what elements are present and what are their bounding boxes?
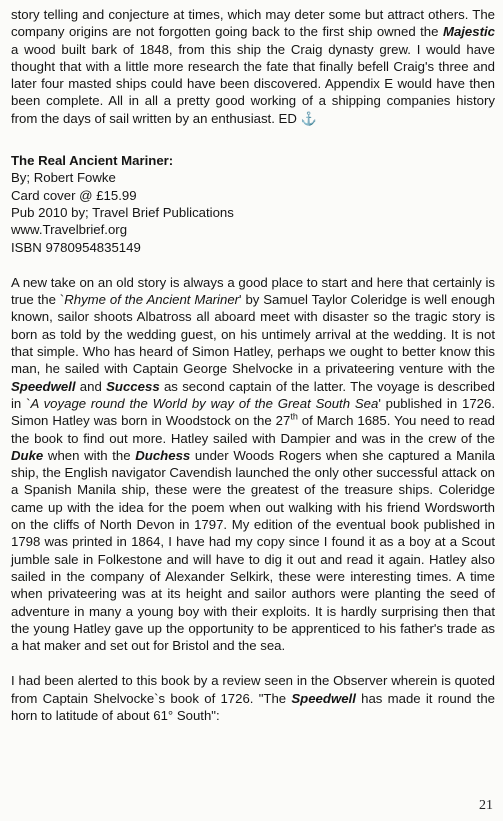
ship-name: Duchess xyxy=(135,447,191,463)
page-number: 21 xyxy=(479,797,493,813)
text-run: when with the xyxy=(43,447,136,463)
book-website: www.Travelbrief.org xyxy=(11,222,128,238)
review-paragraph xyxy=(11,672,495,724)
text-run: I had been alerted to this book by a review seen in the Observer wherein is quoted from Captain Shelvocke`s book of 1726. "The xyxy=(11,673,495,706)
book-isbn: ISBN 9780954835149 xyxy=(11,239,141,255)
book-author: By; Robert Fowke xyxy=(11,170,116,186)
book-title: The Real Ancient Mariner: xyxy=(11,153,174,169)
previous-review-ending xyxy=(11,6,495,127)
book-cover-price: Card cover @ £15.99 xyxy=(11,187,137,203)
text-run: under Woods Rogers when she captured a Manila ship, the English navigator Cavendish launched the only other successful attack on a Spanish Manila ship, these were the greatest of the treasure ships. Coleridge came up with the idea for the poem when out walking with his friend Wordsworth on the cliffs of North Devon in 1797. My edition of the eventual book published in 1798 was printed in 1864, I have had my copy since I found it as a boy at a Scout jumble sale in Folkestone and will have to dig it out and read it again. Hatley also sailed in the company of Alexander Selkirk, these were interesting times. A time when privateering was at its height and sailor authors were planting the seed of adventure in many a young boy with their exploits. It is hardly surprising then that the young Hatley gave up the opportunity to be apprenticed to his father's trade as a hat maker and set out for Bristol and the sea. xyxy=(11,447,495,654)
book-reference: A voyage round the World by way of the Great South Sea xyxy=(30,395,379,411)
text-run: a wood built bark of 1848, from this ship the Craig dynasty grew. I would have thought that with a little more research the fate that finally befell Craig's three and later four masted ships could have been discovered. Appendix E would have then been complete. All in all a pretty good working of a shipping companies history from the days of sail written by an enthusiast. ED xyxy=(11,41,495,126)
text-run: has made it round the horn to latitude of about 61° South": xyxy=(11,690,495,723)
ship-name: Success xyxy=(106,378,160,394)
text-run: as second captain of the latter. The voyage is described in ` xyxy=(11,378,495,411)
ship-name: Speedwell xyxy=(11,378,76,394)
ordinal-suffix: th xyxy=(290,411,298,422)
text-run: of March 1685. You need to read the book to find out more. Hatley sailed with Dampier and was in the crew of the xyxy=(11,413,496,446)
poem-title: Rhyme of the Ancient Mariner xyxy=(64,292,240,308)
ship-name: Majestic xyxy=(442,24,495,40)
text-run: story telling and conjecture at times, which may deter some but attract others. The company origins are not forgotten going back to the first ship owned the xyxy=(11,7,495,40)
text-run: ' by Samuel Taylor Coleridge is well enough known, sailor shoots Albatross all aboard meet with disaster so the tragic story is born as told by the wedding guest, on his untimely arrival at the wedding. It is not that simple. Who has heard of Simon Hatley, perhaps we ought to better know this man, he sailed with Captain George Shelvocke in a privateering venture with the xyxy=(11,292,495,377)
book-publisher: Pub 2010 by; Travel Brief Publications xyxy=(11,204,234,220)
review-paragraph xyxy=(11,274,495,655)
book-details xyxy=(11,152,495,256)
text-run: and xyxy=(75,378,107,394)
ship-name: Duke xyxy=(11,447,44,463)
text-run: ' published in 1726. Simon Hatley was born in Woodstock on the 27 xyxy=(11,395,495,429)
text-run: A new take on an old story is always a good place to start and here that certainly is true the ` xyxy=(11,274,495,308)
ship-name: Speedwell xyxy=(291,690,356,706)
anchor-icon: ⚓ xyxy=(300,110,317,126)
